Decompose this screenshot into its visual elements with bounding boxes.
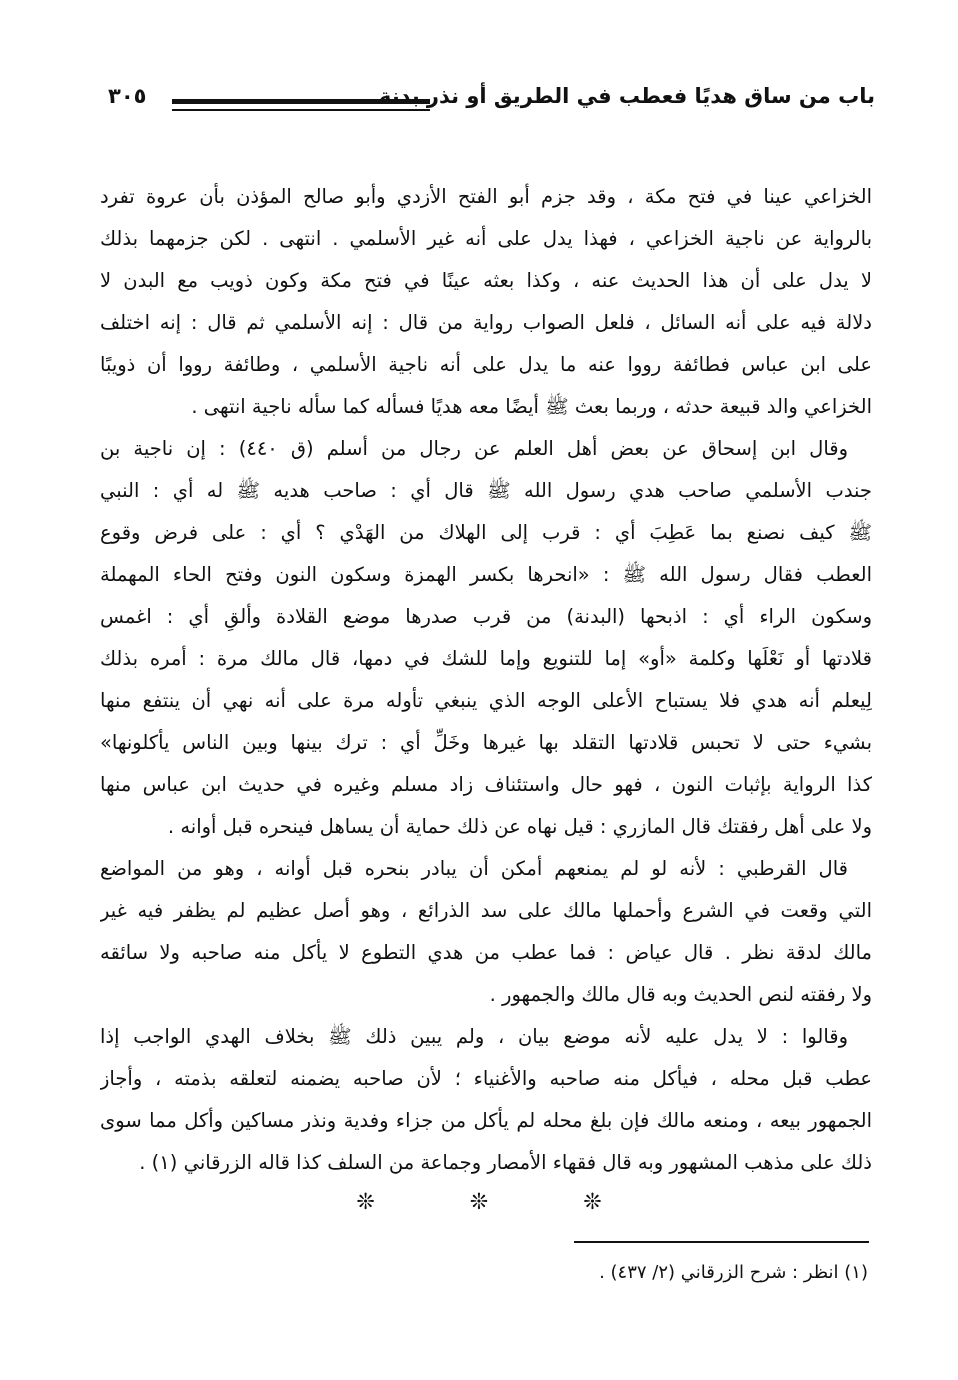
- text-line: ولا على أهل رفقتك قال المازري : قيل نهاه عن ذلك حماية أن يساهل فينحره قبل أوانه .: [167, 815, 872, 838]
- footnote: (١) انظر : شرح الزرقاني (٢/ ٤٣٧) .: [599, 1262, 868, 1283]
- text-line: وقالوا : لا يدل عليه لأنه موضع بيان ، ولم يبين ذلك ﷺ بخلاف الهدي الواجب إذا: [100, 1025, 848, 1048]
- text-line: الجمهور بيعه ، ومنعه مالك فإن بلغ محله لم يأكل من جزاء وفدية ونذر مساكين وأكل مما سوى: [100, 1109, 872, 1132]
- body-text: [100, 176, 872, 1184]
- text-line: جندب الأسلمي صاحب هدي رسول الله ﷺ قال أي : صاحب هديه ﷺ له أي : النبي: [100, 479, 872, 502]
- star-ornament-icon: ❊: [583, 1190, 602, 1215]
- text-line: ذلك على مذهب المشهور وبه قال فقهاء الأمصار وجماعة من السلف كذا قاله الزرقاني (١) .: [139, 1151, 872, 1174]
- text-line: الخزاعي عينا في فتح مكة ، وقد جزم أبو الفتح الأزدي وأبو صالح المؤذن بأن عروة تفرد: [100, 185, 872, 208]
- text-line: بالرواية عن ناجية الخزاعي ، فهذا يدل على أنه غير الأسلمي . انتهى . لكن جزمهما بذلك: [100, 227, 872, 250]
- header-rule: [172, 99, 430, 111]
- text-line: العطب فقال رسول الله ﷺ : «انحرها بكسر الهمزة وسكون النون وفتح الحاء المهملة: [100, 563, 872, 586]
- text-line: بشيء حتى لا تحبس قلادتها التقلد بها غيرها وخَلِّ أي : ترك بينها وبين الناس يأكلونها»: [100, 731, 872, 754]
- chapter-title: باب من ساق هديًا فعطب في الطريق أو نذر بدنة: [378, 84, 875, 108]
- text-line: لِيعلم أنه هدي فلا يستباح الأعلى الوجه الذي ينبغي تأوله مرة على أنه نهي أن ينتفع منها: [100, 689, 872, 712]
- text-line: كذا الرواية بإثبات النون ، فهو حال واستئناف زاد مسلم وغيره في حديث ابن عباس منها: [100, 773, 872, 796]
- text-line: وسكون الراء أي : اذبحها (البدنة) من قرب صدرها موضع القلادة وألقِ أي : اغمس: [100, 605, 872, 628]
- text-line: الخزاعي والد قبيعة حدثه ، وربما بعث ﷺ أيضًا معه هديًا فسأله كما سأله ناجية انتهى .: [191, 395, 872, 418]
- text-line: مالك لدقة نظر . قال عياض : فما عطب من هدي التطوع لا يأكل منه صاحبه ولا سائقه: [100, 941, 872, 964]
- text-line: التي وقعت في الشرع وأحملها مالك على سد الذرائع ، وهو أصل عظيم لم يظفر فيه غير: [100, 899, 872, 922]
- text-line: دلالة فيه على أنه السائل ، فلعل الصواب رواية من قال : إنه الأسلمي ثم قال : إنه اختلف: [100, 311, 872, 334]
- star-ornament-icon: ❊: [469, 1190, 489, 1215]
- text-line: عطب قبل محله ، فيأكل منه صاحبه والأغنياء ؛ لأن صاحبه يضمنه لتعلقه بذمته ، وأجاز: [100, 1067, 872, 1090]
- section-separator: [0, 1190, 958, 1215]
- star-ornament-icon: ❊: [356, 1190, 375, 1215]
- footnote-rule: [574, 1241, 869, 1243]
- text-line: لا يدل على أن هذا الحديث عنه ، وكذا بعثه عينًا في فتح مكة وكون ذويب مع البدن لا: [100, 269, 872, 292]
- text-line: على ابن عباس فطائفة رووا عنه ما يدل على أنه ناجية الأسلمي ، وطائفة رووا أن ذويبًا: [100, 353, 872, 376]
- text-line: وقال ابن إسحاق عن بعض أهل العلم عن رجال من أسلم (ق ٤٤٠) : إن ناجية بن: [100, 437, 849, 460]
- text-line: ولا رفقته لنص الحديث وبه قال مالك والجمهور .: [489, 983, 872, 1006]
- text-line: قال القرطبي : لأنه لو لم يمنعهم أمكن أن يبادر بنحره قبل أوانه ، وهو من المواضع: [100, 857, 848, 880]
- text-line: قلادتها أو نَعْلَها وكلمة «أو» إما للتنويع وإما للشك في دمها، قال مالك مرة : أمره بذلك: [100, 647, 872, 670]
- running-header: [100, 84, 875, 120]
- text-line: ﷺ كيف نصنع بما عَطِبَ أي : قرب إلى الهلاك من الهَدْي ؟ أي : على فرض وقوع: [100, 521, 872, 544]
- page-number: ٣٠٥: [108, 84, 147, 108]
